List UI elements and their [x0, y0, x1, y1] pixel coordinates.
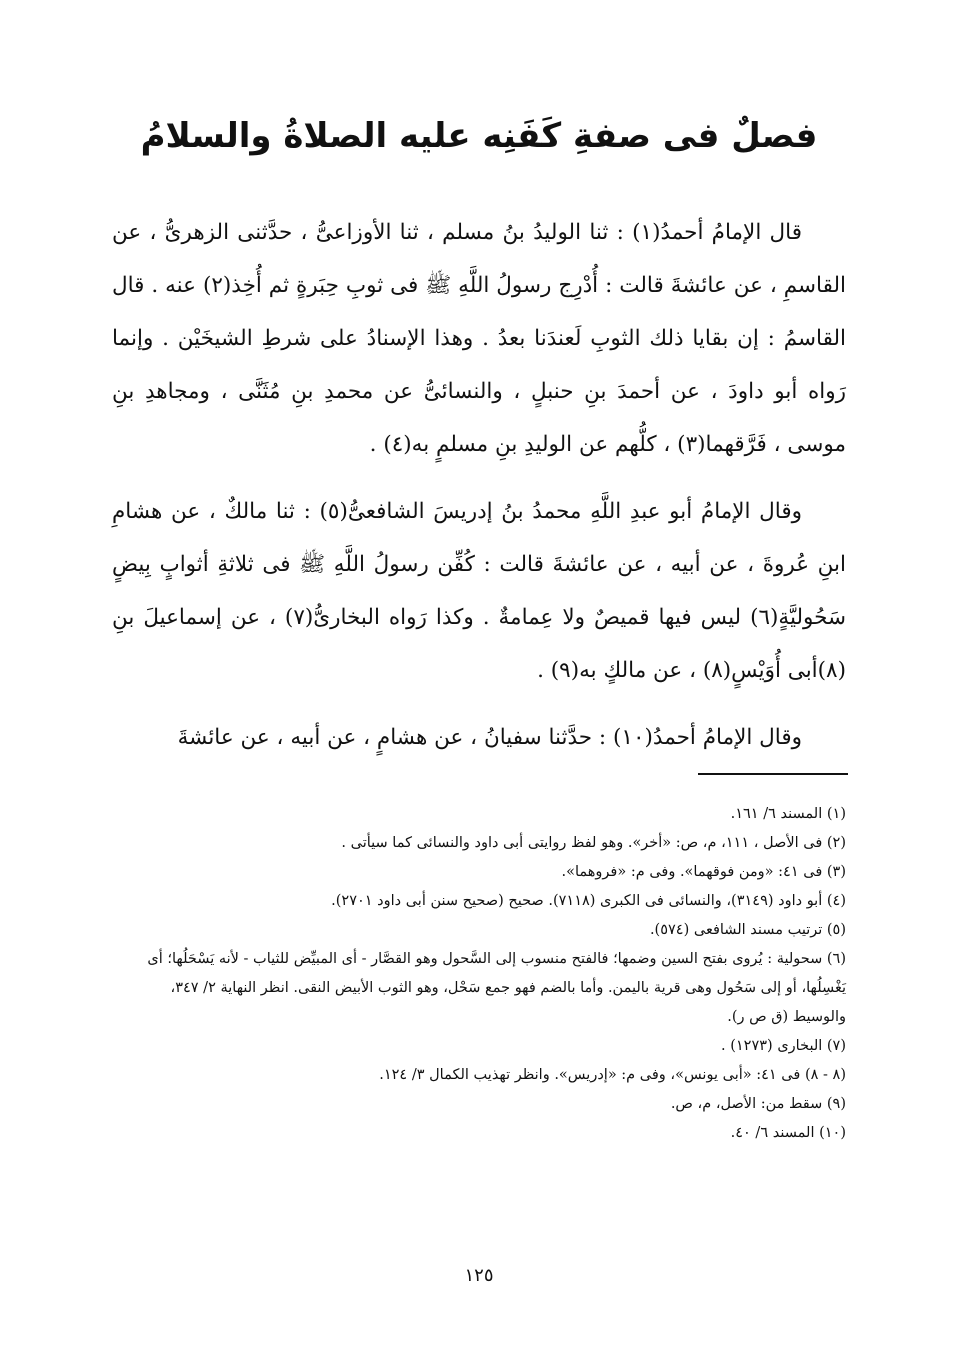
footnote-8: (٨ - ٨) فى ٤١: «أبى يونس»، وفى م: «إدريس». وانظر تهذيب الكمال ٣/ ١٢٤.: [379, 1067, 846, 1083]
body-text: [112, 206, 846, 778]
footnote-1: (١) المسند ٦/ ١٦١.: [730, 806, 846, 822]
paragraph-2: وقال الإمامُ أبو عبدِ اللَّهِ محمدُ بنُ إدريسَ الشافعىُّ(٥) : ثنا مالكٌ ، عن هشامِ ابنِ عُروةَ ، عن أبيه ، عن عائشةَ قالت : كُفِّن رسولُ اللَّهِ ﷺ فى ثلاثةِ أثوابٍ بِيضٍ سَحُوليَّةٍ(٦) ليس فيها قميصٌ ولا عِمامةٌ . وكذا رَواه البخارىُّ(٧) ، عن إسماعيلَ بنِ (٨)أبى أُوَيْسٍ(٨) ، عن مالكٍ به(٩) .: [112, 499, 847, 683]
footnote-6: (٦) سحولية : يُروى بفتح السين وضمها؛ فالفتح منسوب إلى السَّحول وهو القصَّار - أى المبيِّض للثياب - لأنه يَسْحَلُها؛ أى يَغْسِلُها، أو إلى سَحُول وهى قرية باليمن. وأما بالضم فهو جمع سَحْل، وهو الثوب الأبيض النقى. انظر النهاية ٢/ ٣٤٧، والوسيط (ق ص ر).: [147, 951, 846, 1025]
footnote-separator: [698, 773, 848, 775]
footnote-10: (١٠) المسند ٦/ ٤٠.: [730, 1125, 846, 1141]
footnote-7: (٧) البخارى (١٢٧٣) .: [721, 1038, 846, 1054]
footnote-9: (٩) سقط من: الأصل، م، ص.: [670, 1096, 846, 1112]
footnote-5: (٥) ترتيب مسند الشافعى (٥٧٤).: [649, 922, 846, 938]
footnotes: [130, 800, 846, 1148]
chapter-title: فصلٌ فى صفةِ كَفَنِه عليه الصلاةُ والسلامُ: [140, 116, 818, 156]
footnote-4: (٤) أبو داود (٣١٤٩)، والنسائى فى الكبرى (٧١١٨). صحيح (صحيح سنن أبى داود ٢٧٠١).: [331, 893, 846, 909]
paragraph-3: وقال الإمامُ أحمدُ(١٠) : حدَّثنا سفيانُ ، عن هشامٍ ، عن أبيه ، عن عائشةَ: [177, 725, 802, 750]
footnote-3: (٣) فى ٤١: «ومن فوقهما». وفى م: «فروهما».: [561, 864, 846, 880]
paragraph-1: قال الإمامُ أحمدُ(١) : ثنا الوليدُ بنُ مسلم ، ثنا الأوزاعىُّ ، حدَّثنى الزهرىُّ ، عن القاسمِ ، عن عائشةَ قالت : أُدْرِج رسولُ اللَّهِ ﷺ فى ثوبِ حِبَرةٍ ثم أُخِذ(٢) عنه . قال القاسمُ : إن بقايا ذلك الثوبِ لَعندَنا بعدُ . وهذا الإسنادُ على شرطِ الشيخَيْن . وإنما رَواه أبو داودَ ، عن أحمدَ بنِ حنبلٍ ، والنسائىُّ عن محمدِ بنِ مُثَنَّى ، ومجاهدِ بنِ موسى ، فَرَّقهما(٣) ، كلُّهم عن الوليدِ بنِ مسلمٍ به(٤) .: [112, 220, 846, 457]
page-number: ١٢٥: [464, 1265, 494, 1286]
footnote-2: (٢) فى الأصل ، ١١١، م، ص: «أخر». وهو لفظ روايتى أبى داود والنسائى كما سيأتى .: [341, 835, 846, 851]
